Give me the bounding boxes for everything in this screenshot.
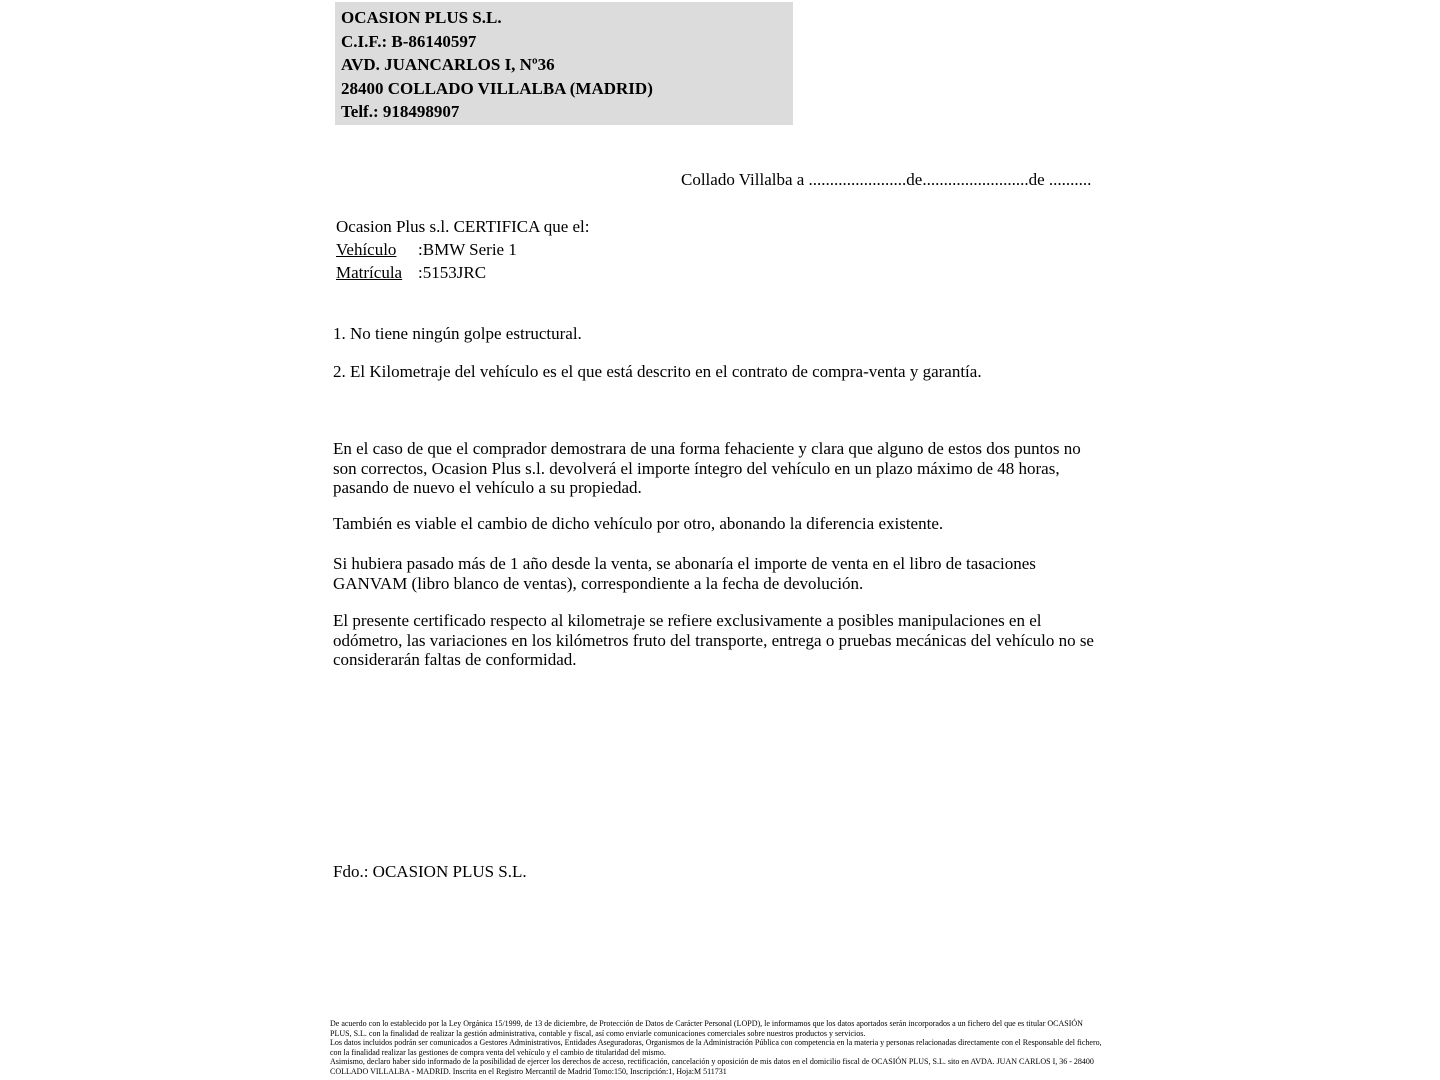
legal-paragraph-lopd: De acuerdo con lo establecido por la Ley Orgánica 15/1999, de 13 de diciembre, de Protección de Datos de Carácter Personal (LOPD), le informamos que los datos aportados serán incorporados a un fichero del que es titular OCASIÓN PLUS, S.L. con la finalidad de realizar la gestión administrativa, contable y fiscal, así como enviarle comunicaciones comerciales sobre nuestros productos y servicios. [330, 1019, 1083, 1038]
plate-colon: : [418, 263, 423, 282]
company-name: OCASION PLUS S.L. [341, 8, 502, 27]
certificate-block [336, 215, 590, 284]
company-phone: Telf.: 918498907 [341, 102, 460, 122]
signature-line: Fdo.: OCASION PLUS S.L. [333, 862, 527, 881]
vehicle-colon: : [418, 240, 423, 259]
date-line: Collado Villalba a .......................de.........................de .......... [681, 170, 1092, 189]
plate-label: Matrícula [336, 263, 403, 282]
plate-field-row [336, 261, 590, 284]
paragraph-exchange: También es viable el cambio de dicho vehículo por otro, abonando la diferencia existente. [333, 514, 944, 533]
paragraph-odometer: El presente certificado respecto al kilometraje se refiere exclusivamente a posibles manipulaciones en el odómetro, las variaciones en los kilómetros fruto del transporte, entrega o pruebas mecánicas del vehículo no se considerarán faltas de conformidad. [333, 611, 1094, 669]
company-city: 28400 COLLADO VILLALBA (MADRID) [341, 78, 653, 98]
vehicle-value: BMW Serie 1 [422, 240, 517, 259]
company-address: AVD. JUANCARLOS I, Nº36 [341, 55, 555, 75]
vehicle-label: Vehículo [336, 240, 397, 259]
paragraph-ganvam: Si hubiera pasado más de 1 año desde la venta, se abonaría el importe de venta en el libro de tasaciones GANVAM (libro blanco de ventas), correspondiente a la fecha de devolución. [333, 554, 1036, 593]
legal-notice [330, 1019, 1102, 1077]
legal-paragraph-rights: Asimismo, declaro haber sido informado de la posibilidad de ejercer los derechos de acceso, rectificación, cancelación y oposición de mis datos en el domicilio fiscal de OCASIÓN PLUS, S.L. sito en AVDA. JUAN CARLOS I, 36 - 28400 COLLADO VILLALBA - MADRID. Inscrita en el Registro Mercantil de Madrid Tomo:150, Inscripción:1, Hoja:M 511731 [330, 1057, 1094, 1076]
vehicle-field-row [336, 238, 590, 261]
paragraph-refund: En el caso de que el comprador demostrara de una forma fehaciente y clara que alguno de estos dos puntos no son correctos, Ocasion Plus s.l. devolverá el importe íntegro del vehículo en un plazo máximo de 48 horas, pasando de nuevo el vehículo a su propiedad. [333, 439, 1081, 497]
company-cif: C.I.F.: B-86140597 [341, 31, 477, 51]
legal-paragraph-data-sharing: Los datos incluidos podrán ser comunicados a Gestores Administrativos, Entidades Aseguradoras, Organismos de la Administración Pública con competencia en la materia y personas relacionadas directamente con el Responsable del fichero, con la finalidad realizar las gestiones de compra venta del vehículo y el cambio de titularidad del mismo. [330, 1038, 1102, 1057]
vehicle-label-cell [336, 238, 418, 261]
plate-label-cell [336, 261, 418, 284]
certificate-intro: Ocasion Plus s.l. CERTIFICA que el: [336, 217, 590, 236]
point-1: 1. No tiene ningún golpe estructural. [333, 324, 582, 343]
point-2: 2. El Kilometraje del vehículo es el que está descrito en el contrato de compra-venta y garantía. [333, 362, 982, 381]
company-header-box [335, 2, 793, 125]
plate-value: 5153JRC [422, 263, 487, 282]
